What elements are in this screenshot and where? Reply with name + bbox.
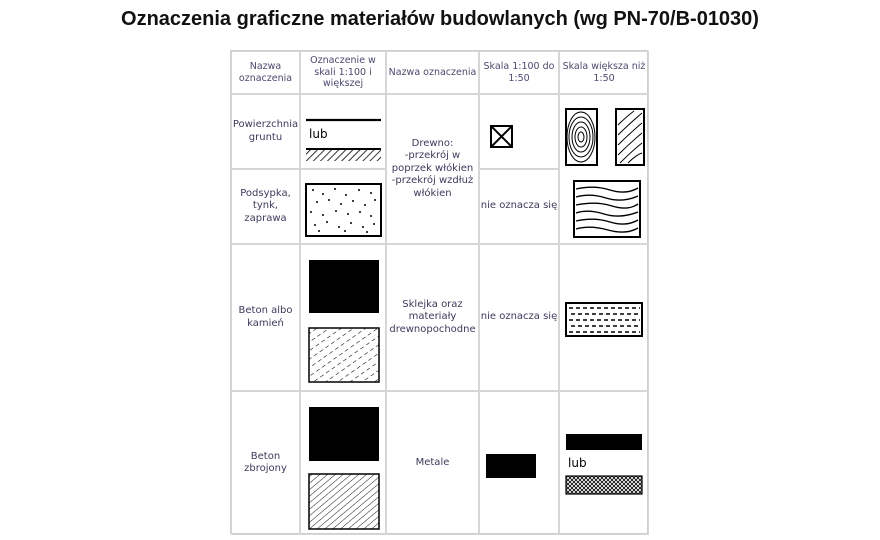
metals-alt-word: lub [568, 456, 587, 470]
concrete-symbol [301, 245, 385, 390]
header-scale-100-50: Skala 1:100 do 1:50 [479, 51, 559, 94]
row-name-metals: Metale [386, 391, 479, 535]
row-name-ground: Powierzchnia gruntu [231, 94, 300, 169]
header-scale-over-50: Skala większa niż 1:50 [559, 51, 649, 94]
symbols-table [230, 50, 648, 534]
header-name-2: Nazwa oznaczenia [386, 51, 479, 94]
metals-large-scale-cell [559, 391, 649, 535]
row-name-wood [386, 94, 479, 244]
symbol-cell-concrete [300, 244, 386, 391]
wood-small-scale-note: nie oznacza się [479, 169, 559, 244]
symbol-cell-reinforced [300, 391, 386, 535]
symbol-cell-ground [300, 94, 386, 169]
wood-small-scale-cell [479, 94, 559, 169]
plywood-symbol [560, 245, 648, 390]
row-name-wood-text: Drewno: -przekrój w poprzek włókien -przekrój wzdłuż włókien [391, 137, 474, 199]
crossed-box-icon [490, 125, 514, 149]
symbol-cell-plaster [300, 169, 386, 244]
dotted-rectangle-symbol [301, 170, 385, 243]
ground-alt-word: lub [309, 127, 328, 141]
wood-large-scale-cell [559, 94, 649, 244]
row-name-plywood: Sklejka oraz materiały drewnopochodne [386, 244, 479, 391]
plywood-small-scale-note: nie oznacza się [479, 244, 559, 391]
header-scale-large: Oznaczenie w skali 1:100 i większej [300, 51, 386, 94]
solid-black-bar-symbol [480, 392, 558, 534]
page-title: Oznaczenia graficzne materiałów budowlanych (wg PN-70/B-01030) [121, 8, 759, 30]
metals-small-scale-cell [479, 391, 559, 535]
plywood-large-scale-cell [559, 244, 649, 391]
row-name-reinforced-concrete: Beton zbrojony [231, 391, 300, 535]
row-name-concrete: Beton albo kamień [231, 244, 300, 391]
row-name-plaster: Podsypka, tynk, zaprawa [231, 169, 300, 244]
header-name-1: Nazwa oznaczenia [231, 51, 300, 94]
wood-grain-symbols [560, 95, 648, 243]
reinforced-concrete-symbol [301, 392, 385, 534]
